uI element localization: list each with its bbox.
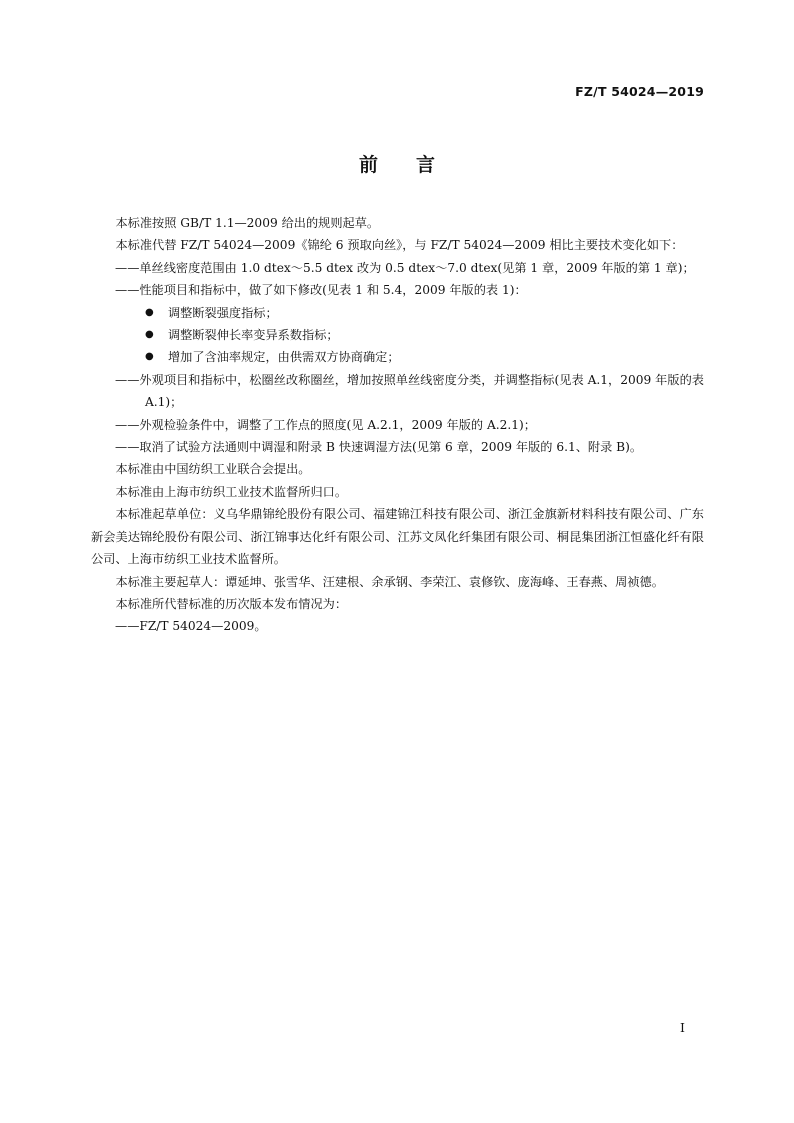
paragraph-proposed-by: 本标准由中国纺织工业联合会提出。 [115, 462, 311, 477]
bullet-icon: ● [145, 329, 154, 341]
bullet-item [91, 324, 704, 346]
bullet-text: 调整断裂强度指标； [168, 305, 278, 320]
paragraph-replaces: 本标准代替 FZ/T 54024—2009《锦纶 6 预取向丝》，与 FZ/T 54024—2009 相比主要技术变化如下： [115, 238, 684, 253]
change-item-test-method: ——取消了试验方法通则中调湿和附录 B 快速调湿方法(见第 6 章，2009 年版的 6.1、附录 B)。 [115, 440, 643, 455]
page-number: I [680, 1020, 685, 1035]
paragraph-history: 本标准所代替标准的历次版本发布情况为： [115, 596, 348, 611]
paragraph-drafting-rules: 本标准按照 GB/T 1.1—2009 给出的规则起草。 [115, 216, 380, 230]
bullet-icon: ● [145, 306, 154, 318]
change-item-appearance: ——外观项目和指标中，松圈丝改称圈丝，增加按照单丝线密度分类，并调整指标(见表 A.1，2009 年版的表 A.1)； [115, 372, 704, 410]
standard-code: FZ/T 54024—2019 [575, 84, 704, 99]
bullet-item [91, 346, 704, 368]
history-item: ——FZ/T 54024—2009。 [115, 619, 267, 634]
paragraph-drafters: 本标准主要起草人：谭延坤、张雪华、汪建根、余承钢、李荣江、袁修钦、庞海峰、王春燕、周祯德。 [115, 574, 664, 589]
bullet-icon: ● [145, 351, 154, 363]
change-item-inspection: ——外观检验条件中，调整了工作点的照度(见 A.2.1，2009 年版的 A.2.1)； [115, 417, 536, 432]
bullet-item [91, 302, 704, 324]
paragraph-drafting-units: 本标准起草单位：义乌华鼎锦纶股份有限公司、福建锦江科技有限公司、浙江金旗新材料科技有限公司、广东新会美达锦纶股份有限公司、浙江锦事达化纤有限公司、江苏文凤化纤集团有限公司、桐昆集团浙江恒盛化纤有限公司、上海市纺织工业技术监督所。 [91, 507, 704, 567]
bullet-text: 增加了含油率规定，由供需双方协商确定； [168, 350, 400, 365]
bullet-text: 调整断裂伸长率变异系数指标； [168, 328, 339, 343]
foreword-body [91, 212, 704, 638]
page-title: 前言 [358, 154, 473, 176]
change-item-performance: ——性能项目和指标中，做了如下修改(见表 1 和 5.4，2009 年版的表 1)： [115, 283, 527, 298]
paragraph-centralized-by: 本标准由上海市纺织工业技术监督所归口。 [115, 484, 348, 499]
change-item-linear-density: ——单丝线密度范围由 1.0 dtex～5.5 dtex 改为 0.5 dtex～7.0 dtex(见第 1 章，2009 年版的第 1 章)； [115, 260, 695, 275]
